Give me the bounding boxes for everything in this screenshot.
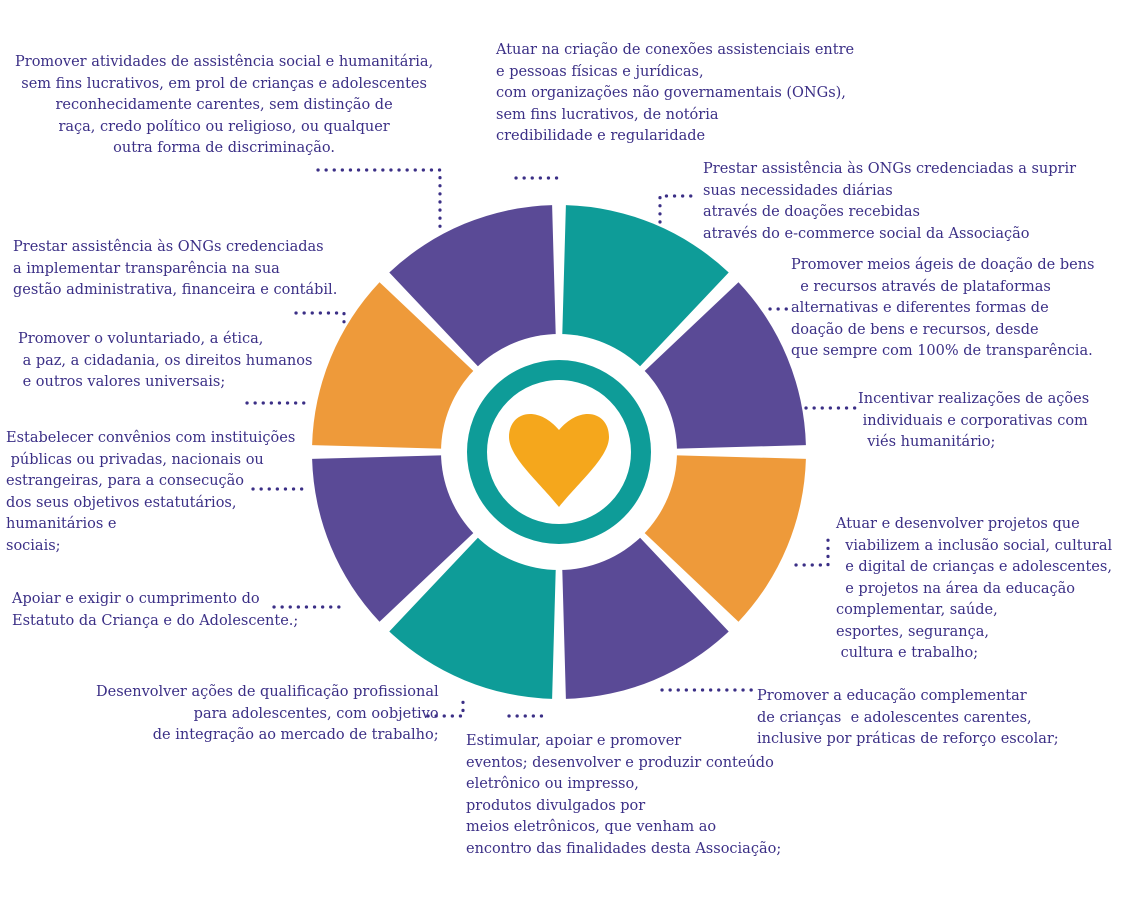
item-top-center-text: Atuar na criação de conexões assistenciais entre e pessoas físicas e jurídicas, com organizações não governamentais (ONGs), sem fins lucrativos, de notória credibilidade e regularidade bbox=[496, 42, 855, 144]
item-left-3-text: Estabelecer convênios com instituições públicas ou privadas, nacionais ou estrangeiras, para a consecução dos seus objetivos estatutários, humanitários e sociais; bbox=[6, 430, 296, 554]
item-right-5-text: Promover a educação complementar de crianças e adolescentes carentes, inclusive por práticas de reforço escolar; bbox=[757, 688, 1059, 747]
connector-left-1 bbox=[296, 313, 344, 326]
item-right-1-text: Prestar assistência às ONGs credenciadas a suprir suas necessidades diárias através de doações recebidas através do e-commerce social da Associação bbox=[703, 161, 1077, 242]
item-right-3-text: Incentivar realizações de ações individuais e corporativas com viés humanitário; bbox=[858, 391, 1090, 450]
item-right-2-text: Promover meios ágeis de doação de bens e recursos através de plataformas alternativas e diferentes formas de doação de bens e recursos, desde que sempre com 100% de transparência. bbox=[791, 257, 1095, 359]
item-left-1-text: Prestar assistência às ONGs credenciadas a implementar transparência na sua gestão administrativa, financeira e contábil. bbox=[13, 239, 338, 298]
item-bottom-center-text: Estimular, apoiar e promover eventos; desenvolver e produzir conteúdo eletrônico ou impresso, produtos divulgados por meios eletrônicos, que venham ao encontro das finalidades desta Associação; bbox=[466, 733, 782, 857]
connector-right-4 bbox=[796, 538, 828, 565]
item-left-4-text: Apoiar e exigir o cumprimento do Estatuto da Criança e do Adolescente.; bbox=[12, 591, 299, 629]
item-left-2-text: Promover o voluntariado, a ética, a paz, a cidadania, os direitos humanos e outros valores universais; bbox=[18, 331, 313, 390]
connector-right-1 bbox=[660, 196, 697, 222]
item-top-left-text: Promover atividades de assistência social e humanitária, sem fins lucrativos, em prol de crianças e adolescentes reconhecidamente carentes, sem distinção de raça, credo político ou religioso, ou qualquer outra forma de discriminação. bbox=[15, 54, 434, 156]
connector-top-left bbox=[318, 170, 440, 232]
item-right-4-text: Atuar e desenvolver projetos que viabilizem a inclusão social, cultural e digital de crianças e adolescentes, e projetos na área da educação complementar, saúde, esportes, segurança, cultura e trabalho; bbox=[836, 516, 1113, 661]
item-left-5-text: Desenvolver ações de qualificação profissional para adolescentes, com oobjetivo de integração ao mercado de trabalho; bbox=[96, 684, 439, 743]
